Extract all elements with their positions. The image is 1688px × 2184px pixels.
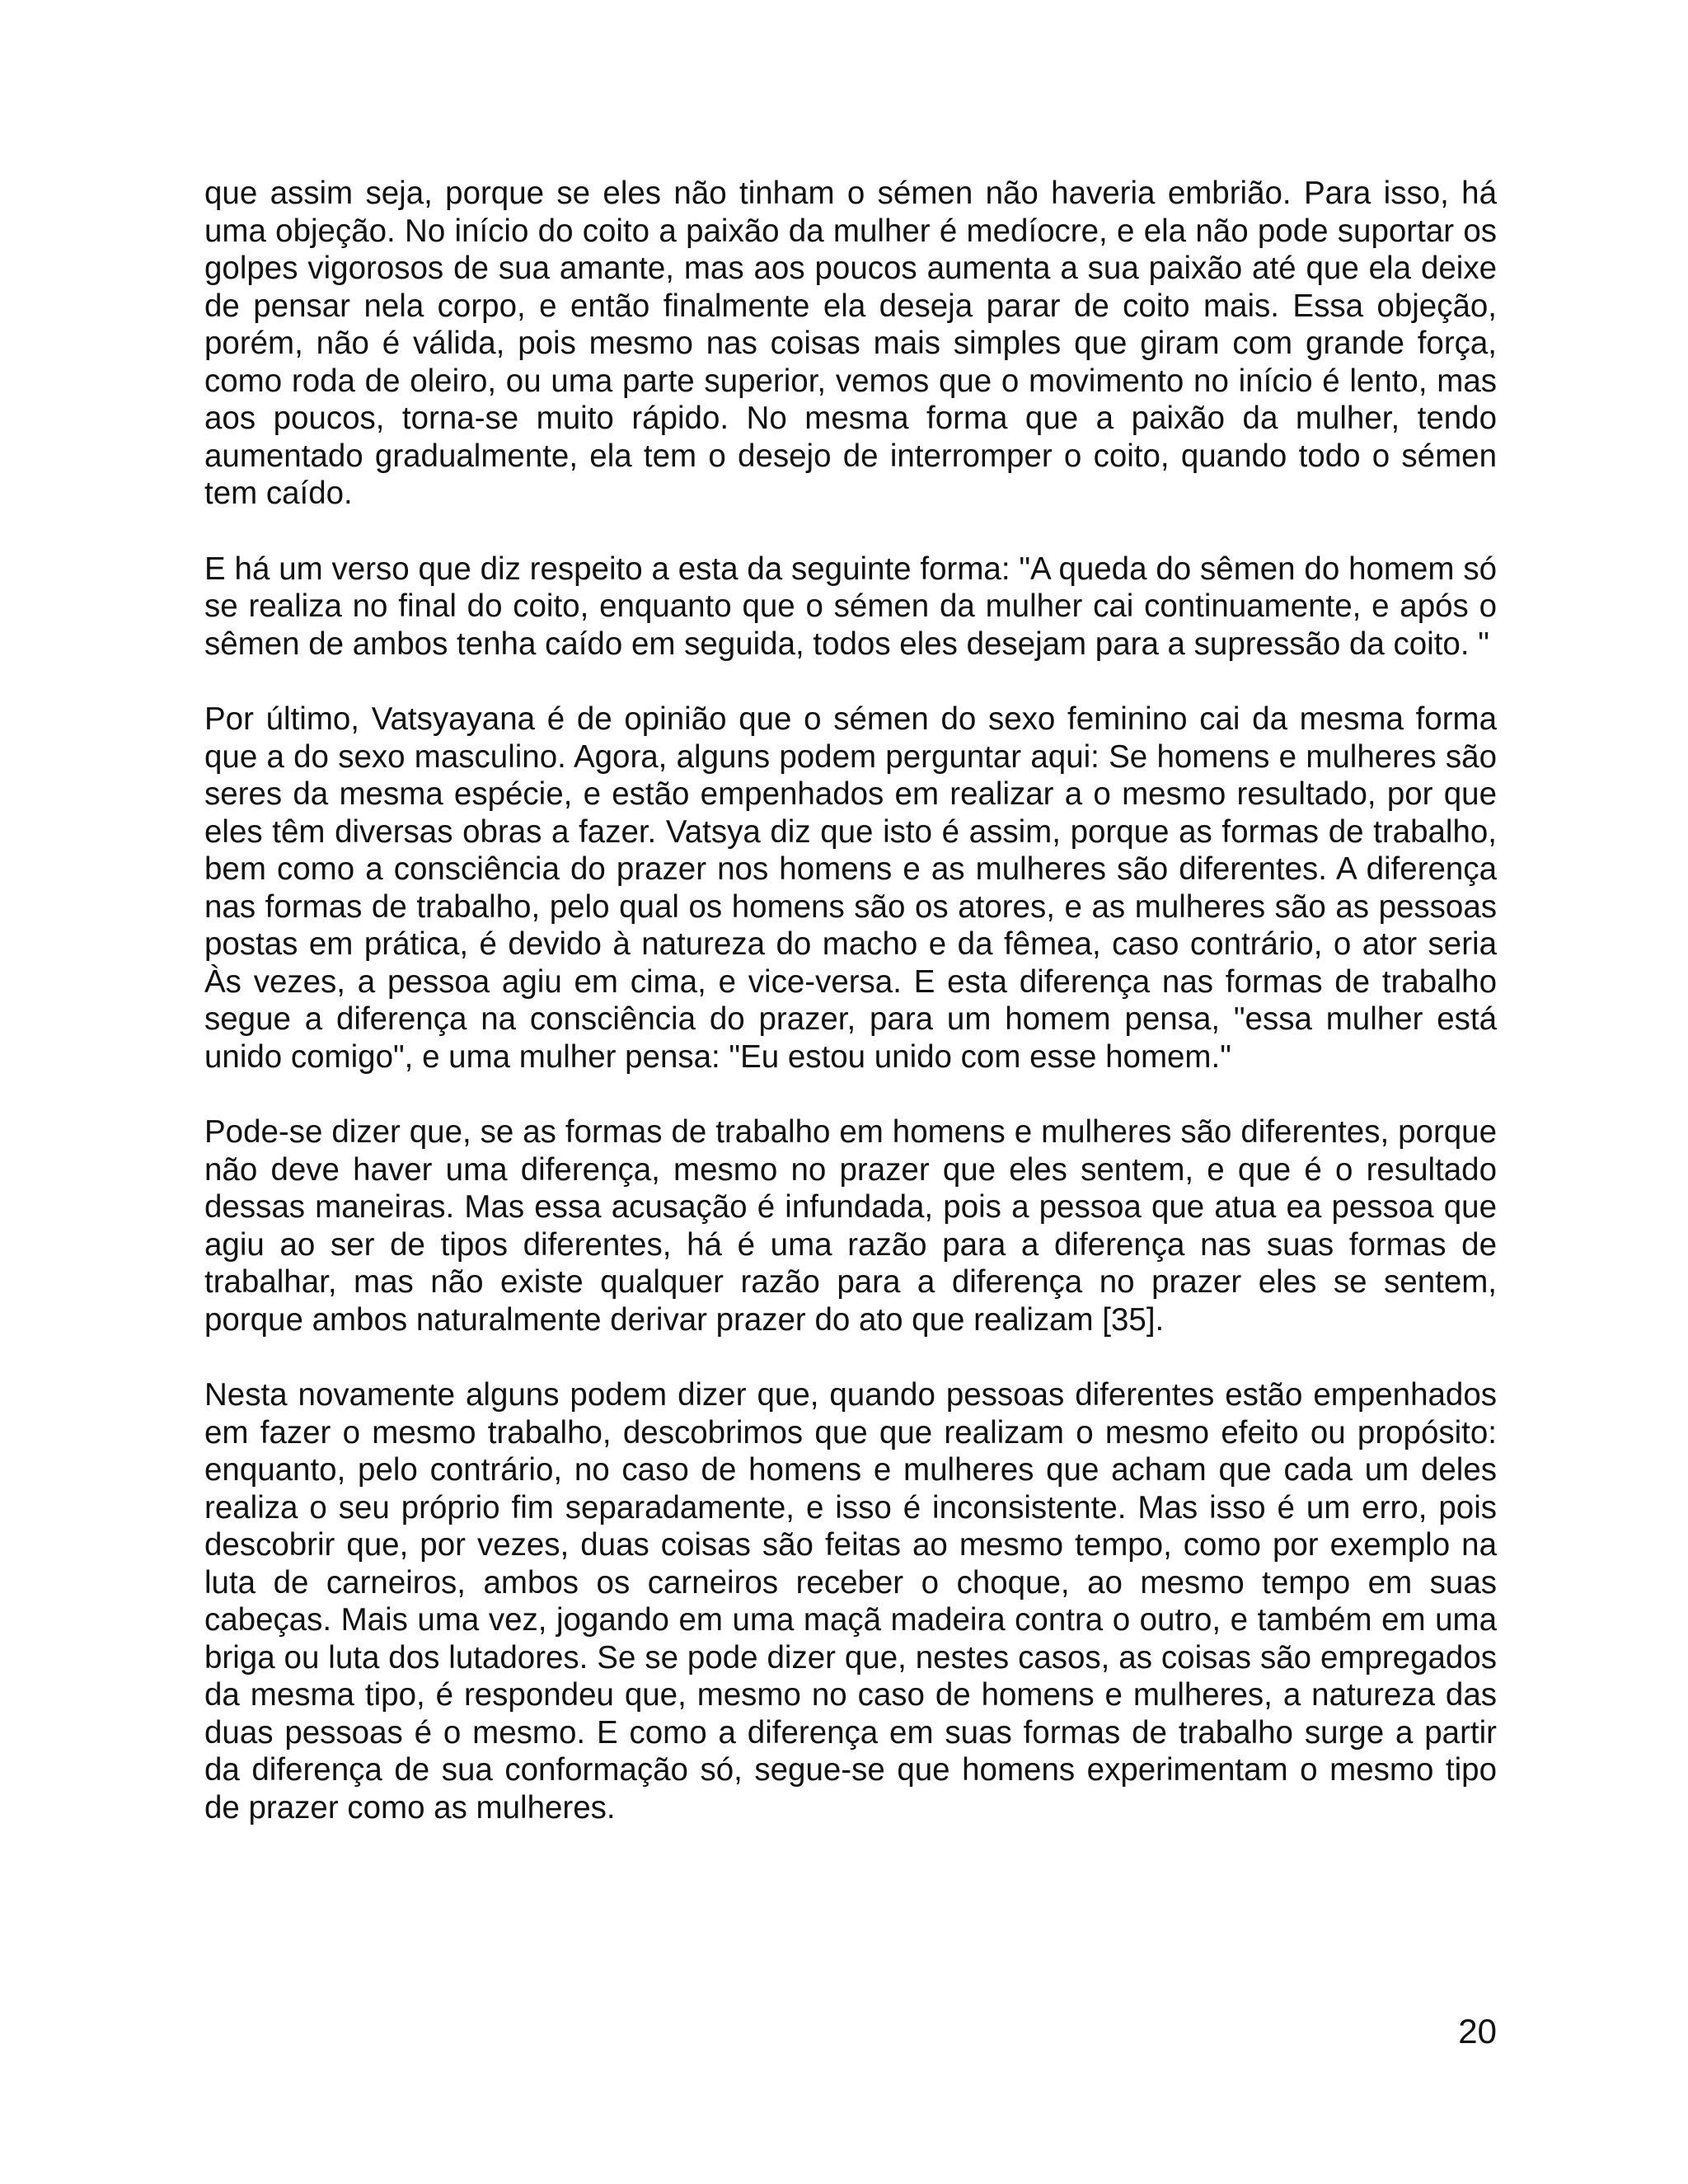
- paragraph: Pode-se dizer que, se as formas de trabalho em homens e mulheres são diferentes, porque não deve haver uma diferença, mesmo no prazer que eles sentem, e que é o resultado dessas maneiras. Mas essa acusação é infundada, pois a pessoa que atua ea pessoa que agiu ao ser de tipos diferentes, há é uma razão para a diferença nas suas formas de trabalhar, mas não existe qualquer razão para a diferença no prazer eles se sentem, porque ambos naturalmente derivar prazer do ato que realizam [35].: [204, 1114, 1497, 1338]
- paragraph: E há um verso que diz respeito a esta da seguinte forma: "A queda do sêmen do homem só se realiza no final do coito, enquanto que o sémen da mulher cai continuamente, e após o sêmen de ambos tenha caído em seguida, todos eles desejam para a supressão da coito. ": [204, 551, 1497, 662]
- page-number: 20: [1458, 2012, 1497, 2050]
- paragraph: Nesta novamente alguns podem dizer que, quando pessoas diferentes estão empenhados em fazer o mesmo trabalho, descobrimos que que realizam o mesmo efeito ou propósito: enquanto, pelo contrário, no caso de homens e mulheres que acham que cada um deles realiza o seu próprio fim separadamente, e isso é inconsistente. Mas isso é um erro, pois descobrir que, por vezes, duas coisas são feitas ao mesmo tempo, como por exemplo na luta de carneiros, ambos os carneiros receber o choque, ao mesmo tempo em suas cabeças. Mais uma vez, jogando em uma maçã madeira contra o outro, e também em uma briga ou luta dos lutadores. Se se pode dizer que, nestes casos, as coisas são empregados da mesma tipo, é respondeu que, mesmo no caso de homens e mulheres, a natureza das duas pessoas é o mesmo. E como a diferença em suas formas de trabalho surge a partir da diferença de sua conformação só, segue-se que homens experimentam o mesmo tipo de prazer como as mulheres.: [204, 1377, 1497, 1825]
- paragraph: Por último, Vatsyayana é de opinião que o sémen do sexo feminino cai da mesma forma que a do sexo masculino. Agora, alguns podem perguntar aqui: Se homens e mulheres são seres da mesma espécie, e estão empenhados em realizar a o mesmo resultado, por que eles têm diversas obras a fazer. Vatsya diz que isto é assim, porque as formas de trabalho, bem como a consciência do prazer nos homens e as mulheres são diferentes. A diferença nas formas de trabalho, pelo qual os homens são os atores, e as mulheres são as pessoas postas em prática, é devido à natureza do macho e da fêmea, caso contrário, o ator seria Às vezes, a pessoa agiu em cima, e vice-versa. E esta diferença nas formas de trabalho segue a diferença na consciência do prazer, para um homem pensa, "essa mulher está unido comigo", e uma mulher pensa: "Eu estou unido com esse homem.": [204, 701, 1497, 1075]
- body-text: [204, 175, 1497, 1826]
- paragraph: que assim seja, porque se eles não tinham o sémen não haveria embrião. Para isso, há uma objeção. No início do coito a paixão da mulher é medíocre, e ela não pode suportar os golpes vigorosos de sua amante, mas aos poucos aumenta a sua paixão até que ela deixe de pensar nela corpo, e então finalmente ela deseja parar de coito mais. Essa objeção, porém, não é válida, pois mesmo nas coisas mais simples que giram com grande força, como roda de oleiro, ou uma parte superior, vemos que o movimento no início é lento, mas aos poucos, torna-se muito rápido. No mesma forma que a paixão da mulher, tendo aumentado gradualmente, ela tem o desejo de interromper o coito, quando todo o sémen tem caído.: [204, 176, 1497, 511]
